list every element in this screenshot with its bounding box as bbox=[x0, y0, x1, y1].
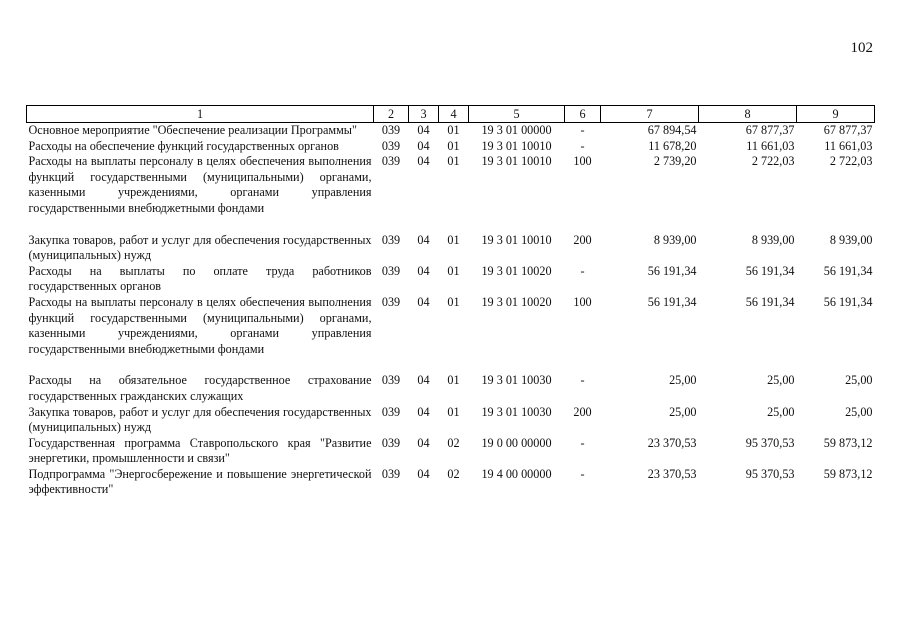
row-amount-3: 56 191,34 bbox=[823, 294, 873, 309]
table-row bbox=[27, 405, 875, 436]
row-section: 04 bbox=[417, 232, 430, 247]
row-target-article: 19 3 01 10010 bbox=[481, 154, 552, 169]
header-col-9: 9 bbox=[797, 106, 875, 123]
row-amount-3: 11 661,03 bbox=[824, 138, 873, 153]
row-amount-1: 11 678,20 bbox=[648, 138, 697, 153]
row-section: 04 bbox=[417, 263, 430, 278]
row-amount-2: 25,00 bbox=[767, 404, 795, 419]
row-amount-2: 11 661,03 bbox=[746, 138, 795, 153]
table-row bbox=[27, 264, 875, 295]
header-col-2: 2 bbox=[374, 106, 409, 123]
row-amount-2: 2 722,03 bbox=[751, 154, 795, 169]
row-amount-1: 56 191,34 bbox=[647, 294, 697, 309]
header-col-5: 5 bbox=[469, 106, 565, 123]
header-row bbox=[27, 106, 875, 123]
row-amount-1: 25,00 bbox=[669, 373, 697, 388]
header-col-7: 7 bbox=[601, 106, 699, 123]
row-amount-2: 8 939,00 bbox=[751, 232, 795, 247]
row-name: Расходы на выплаты персоналу в целях обеспечения выполнения функций государственными (муниципальными) органами, казенными учреждениями, органами управления государственными внебюджетными фондами bbox=[28, 294, 372, 356]
row-amount-3: 8 939,00 bbox=[829, 232, 873, 247]
row-expense-type: - bbox=[580, 435, 585, 450]
row-section: 04 bbox=[417, 123, 430, 137]
header-col-8: 8 bbox=[699, 106, 797, 123]
row-section: 04 bbox=[417, 404, 430, 419]
header-col-3: 3 bbox=[409, 106, 439, 123]
row-section: 04 bbox=[417, 435, 430, 450]
row-expense-type: - bbox=[580, 466, 585, 481]
row-subsection: 02 bbox=[447, 466, 460, 481]
row-section: 04 bbox=[417, 466, 430, 481]
row-amount-3: 56 191,34 bbox=[823, 263, 873, 278]
row-amount-1: 23 370,53 bbox=[647, 466, 697, 481]
row-expense-type: - bbox=[580, 263, 585, 278]
row-subsection: 02 bbox=[447, 435, 460, 450]
row-name: Расходы на обязательное государственное страхование государственных гражданских служащих bbox=[28, 373, 372, 403]
row-amount-2: 56 191,34 bbox=[745, 294, 795, 309]
table-row bbox=[27, 436, 875, 467]
row-amount-1: 2 739,20 bbox=[653, 154, 697, 169]
row-name: Расходы на обеспечение функций государственных органов bbox=[28, 138, 339, 153]
row-ministry: 039 bbox=[381, 435, 401, 450]
table-row bbox=[27, 154, 875, 232]
row-ministry: 039 bbox=[381, 466, 401, 481]
row-amount-1: 56 191,34 bbox=[647, 263, 697, 278]
row-target-article: 19 3 01 10010 bbox=[481, 232, 552, 247]
row-amount-2: 25,00 bbox=[767, 373, 795, 388]
table-row bbox=[27, 123, 875, 139]
row-amount-1: 25,00 bbox=[669, 404, 697, 419]
page-number: 102 bbox=[850, 40, 873, 56]
row-subsection: 01 bbox=[447, 373, 460, 388]
row-target-article: 19 3 01 10010 bbox=[481, 138, 552, 153]
row-ministry: 039 bbox=[381, 263, 401, 278]
row-subsection: 01 bbox=[447, 232, 460, 247]
table-row bbox=[27, 295, 875, 373]
row-name: Закупка товаров, работ и услуг для обеспечения государственных (муниципальных) нужд bbox=[28, 232, 372, 263]
row-ministry: 039 bbox=[381, 373, 401, 388]
row-amount-2: 95 370,53 bbox=[745, 435, 795, 450]
row-target-article: 19 3 01 10030 bbox=[481, 404, 552, 419]
row-target-article: 19 3 01 10030 bbox=[481, 373, 552, 388]
table-row bbox=[27, 233, 875, 264]
row-expense-type: 200 bbox=[573, 404, 592, 419]
row-name: Расходы на выплаты персоналу в целях обеспечения выполнения функций государственными (муниципальными) органами, казенными учреждениями, органами управления государственными внебюджетными фондами bbox=[28, 154, 372, 215]
row-amount-2: 56 191,34 bbox=[745, 263, 795, 278]
header-col-6: 6 bbox=[565, 106, 601, 123]
row-name: Подпрограмма "Энергосбережение и повышение энергетической эффективности" bbox=[28, 466, 372, 497]
row-ministry: 039 bbox=[381, 294, 401, 309]
row-subsection: 01 bbox=[447, 294, 460, 309]
row-amount-2: 67 877,37 bbox=[745, 123, 795, 137]
row-target-article: 19 4 00 00000 bbox=[481, 466, 552, 481]
budget-table bbox=[26, 105, 875, 498]
row-ministry: 039 bbox=[381, 123, 401, 137]
table-row bbox=[27, 467, 875, 498]
row-ministry: 039 bbox=[381, 138, 401, 153]
header-col-1: 1 bbox=[27, 106, 374, 123]
row-amount-1: 8 939,00 bbox=[653, 232, 697, 247]
row-amount-3: 25,00 bbox=[845, 404, 873, 419]
row-amount-3: 59 873,12 bbox=[823, 435, 873, 450]
row-subsection: 01 bbox=[447, 154, 460, 169]
row-expense-type: - bbox=[580, 373, 585, 388]
row-section: 04 bbox=[417, 294, 430, 309]
row-subsection: 01 bbox=[447, 404, 460, 419]
row-name: Основное мероприятие "Обеспечение реализации Программы" bbox=[28, 123, 357, 137]
row-expense-type: - bbox=[580, 123, 585, 137]
row-subsection: 01 bbox=[447, 138, 460, 153]
row-amount-2: 95 370,53 bbox=[745, 466, 795, 481]
row-expense-type: 200 bbox=[573, 232, 592, 247]
row-amount-3: 67 877,37 bbox=[823, 123, 873, 137]
table-row bbox=[27, 139, 875, 155]
row-amount-3: 59 873,12 bbox=[823, 466, 873, 481]
row-section: 04 bbox=[417, 154, 430, 169]
row-amount-1: 23 370,53 bbox=[647, 435, 697, 450]
row-ministry: 039 bbox=[381, 404, 401, 419]
row-target-article: 19 0 00 00000 bbox=[481, 435, 552, 450]
row-expense-type: 100 bbox=[573, 154, 592, 169]
row-target-article: 19 3 01 10020 bbox=[481, 263, 552, 278]
row-name: Государственная программа Ставропольского края "Развитие энергетики, промышленности и связи" bbox=[28, 435, 372, 466]
row-section: 04 bbox=[417, 138, 430, 153]
row-name: Расходы на выплаты по оплате труда работников государственных органов bbox=[28, 263, 372, 294]
row-subsection: 01 bbox=[447, 263, 460, 278]
row-target-article: 19 3 01 00000 bbox=[481, 123, 552, 137]
row-section: 04 bbox=[417, 373, 430, 388]
header-col-4: 4 bbox=[439, 106, 469, 123]
table-row bbox=[27, 373, 875, 404]
row-amount-3: 25,00 bbox=[845, 373, 873, 388]
row-expense-type: - bbox=[580, 138, 585, 153]
row-expense-type: 100 bbox=[573, 294, 592, 309]
row-name: Закупка товаров, работ и услуг для обеспечения государственных (муниципальных) нужд bbox=[28, 404, 372, 435]
row-ministry: 039 bbox=[381, 232, 401, 247]
row-subsection: 01 bbox=[447, 123, 460, 137]
row-target-article: 19 3 01 10020 bbox=[481, 294, 552, 309]
row-amount-3: 2 722,03 bbox=[829, 154, 873, 169]
row-ministry: 039 bbox=[381, 154, 401, 169]
row-amount-1: 67 894,54 bbox=[647, 123, 697, 137]
